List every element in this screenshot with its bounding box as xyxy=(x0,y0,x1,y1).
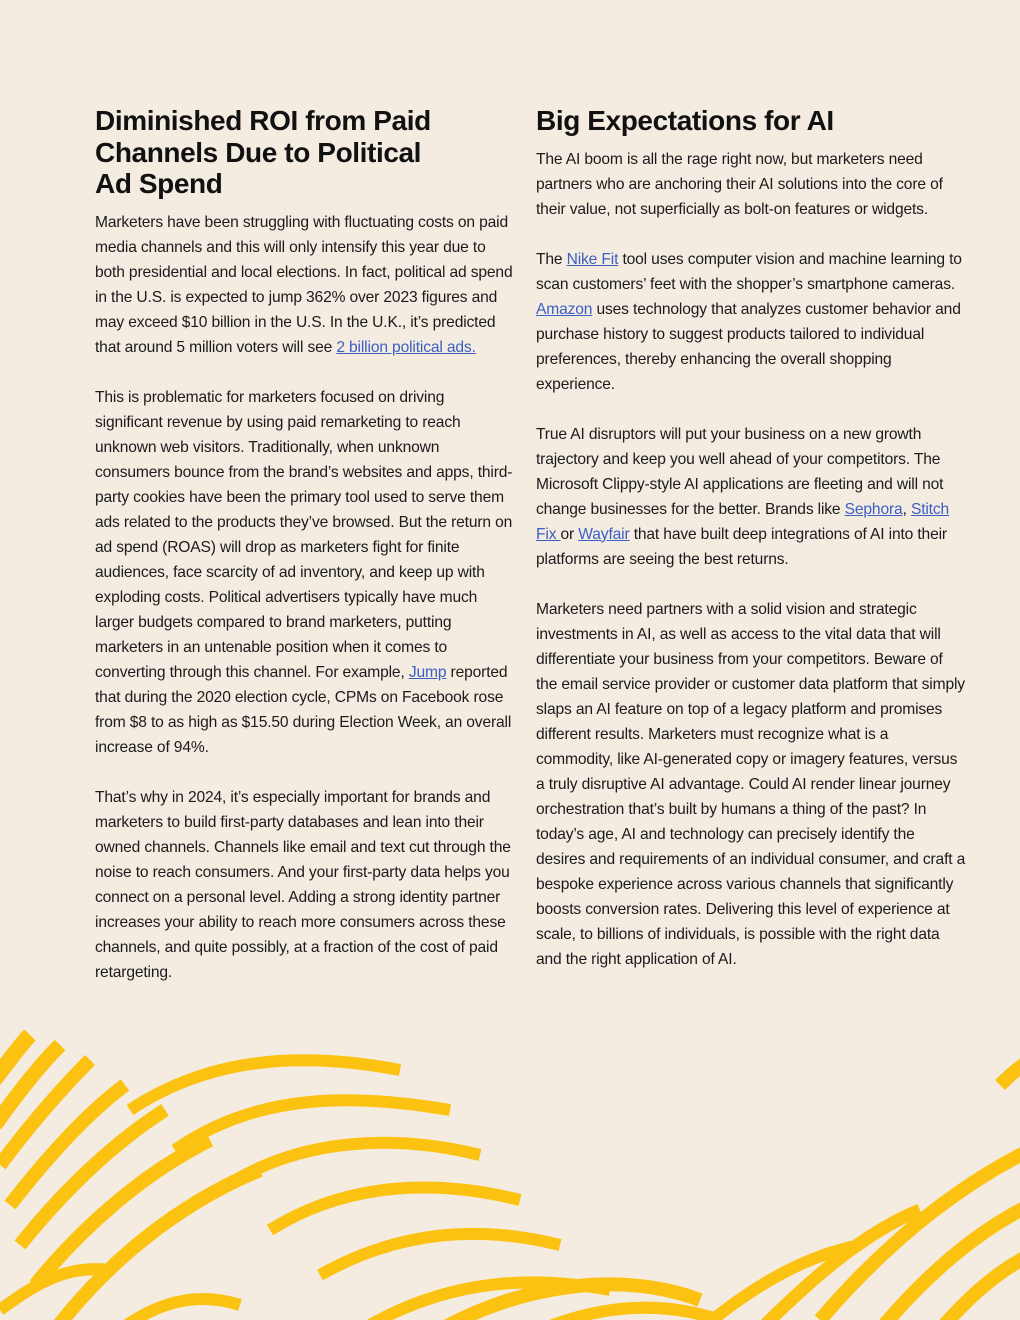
paragraph-ai-examples xyxy=(536,247,966,397)
left-column xyxy=(95,105,515,1010)
paragraph-ai-boom: The AI boom is all the rage right now, but marketers need partners who are anchoring their AI solutions into the core of their value, not superficially as bolt-on features or widgets. xyxy=(536,150,943,218)
section-heading-political-ad-spend: Diminished ROI from Paid Channels Due to Political Ad Spend xyxy=(95,105,431,199)
decorative-wave-pattern xyxy=(0,1030,1020,1320)
paragraph-text: or xyxy=(560,525,579,543)
paragraph-text: This is problematic for marketers focused on driving significant revenue by using paid remarketing to reach unknown web visitors. Traditionally, when unknown consumers bounce from the brand’s websites and apps, third-party cookies have been the primary tool used to serve them ads related to the products they’ve browsed. But the return on ad spend (ROAS) will drop as marketers fight for finite audiences, face scarcity of ad inventory, and keep up with exploding costs. Political advertisers typically have much larger budgets compared to brand marketers, putting marketers in an untenable position when it comes to converting through this channel. For example, xyxy=(95,388,513,681)
link-amazon[interactable]: Amazon xyxy=(536,300,593,318)
paragraph-text: uses technology that analyzes customer behavior and purchase history to suggest products tailored to individual preferences, thereby enhancing the overall shopping experience. xyxy=(536,300,961,393)
link-wayfair[interactable]: Wayfair xyxy=(578,525,630,543)
link-sephora[interactable]: Sephora xyxy=(844,500,903,518)
paragraph-paid-media-costs xyxy=(95,210,515,360)
link-nike-fit[interactable]: Nike Fit xyxy=(566,250,619,268)
paragraph-first-party-data: That’s why in 2024, it’s especially important for brands and marketers to build first-party databases and lean into their owned channels. Channels like email and text cut through the noise to reach consumers. And your first-party data helps you connect on a personal level. Adding a strong identity partner increases your ability to reach more consumers across these channels, and quite possibly, at a fraction of the cost of paid retargeting. xyxy=(95,788,511,981)
paragraph-remarketing-problem xyxy=(95,385,515,760)
paragraph-text: that have built deep integrations of AI into their platforms are seeing the best returns. xyxy=(536,525,947,568)
link-2-billion-political-ads[interactable]: 2 billion political ads. xyxy=(336,338,476,356)
paragraph-ai-partners: Marketers need partners with a solid vision and strategic investments in AI, as well as access to the vital data that will differentiate your business from your competitors. Beware of the email service provider or customer data platform that simply slaps an AI feature on top of a legacy platform and promises different results. Marketers must recognize what is a commodity, like AI-generated copy or imagery features, versus a truly disruptive AI advantage. Could AI render linear journey orchestration that’s built by humans a thing of the past? In today’s age, AI and technology can precisely identify the desires and requirements of an individual consumer, and craft a bespoke experience across various channels that significantly boosts conversion rates. Delivering this level of experience at scale, to billions of individuals, is possible with the right data and the right application of AI. xyxy=(536,600,966,968)
paragraph-text: The xyxy=(536,250,567,268)
link-jump[interactable]: Jump xyxy=(408,663,447,681)
section-heading-ai-expectations: Big Expectations for AI xyxy=(536,105,834,136)
paragraph-text: reported that during the 2020 election cycle, CPMs on Facebook rose from $8 to as high as $15.50 during Election Week, an overall increase of 94%. xyxy=(95,663,512,756)
paragraph-text: tool uses computer vision and machine learning to scan customers’ feet with the shopper’s smartphone cameras. xyxy=(536,250,962,293)
paragraph-text: Marketers have been struggling with fluctuating costs on paid media channels and this will only intensify this year due to both presidential and local elections. In fact, political ad spend in the U.S. is expected to jump 362% over 2023 figures and may exceed $10 billion in the U.S. In the U.K., it’s predicted that around 5 million voters will see xyxy=(95,213,513,356)
paragraph-text: True AI disruptors will put your business on a new growth trajectory and keep you well ahead of your competitors. The Microsoft Clippy-style AI applications are fleeting and will not change businesses for the better. Brands like xyxy=(536,425,944,518)
paragraph-ai-disruptors xyxy=(536,422,966,572)
paragraph-text: , xyxy=(902,500,911,518)
right-column xyxy=(536,105,966,997)
link-stitch-fix[interactable]: Stitch Fix xyxy=(536,500,950,543)
